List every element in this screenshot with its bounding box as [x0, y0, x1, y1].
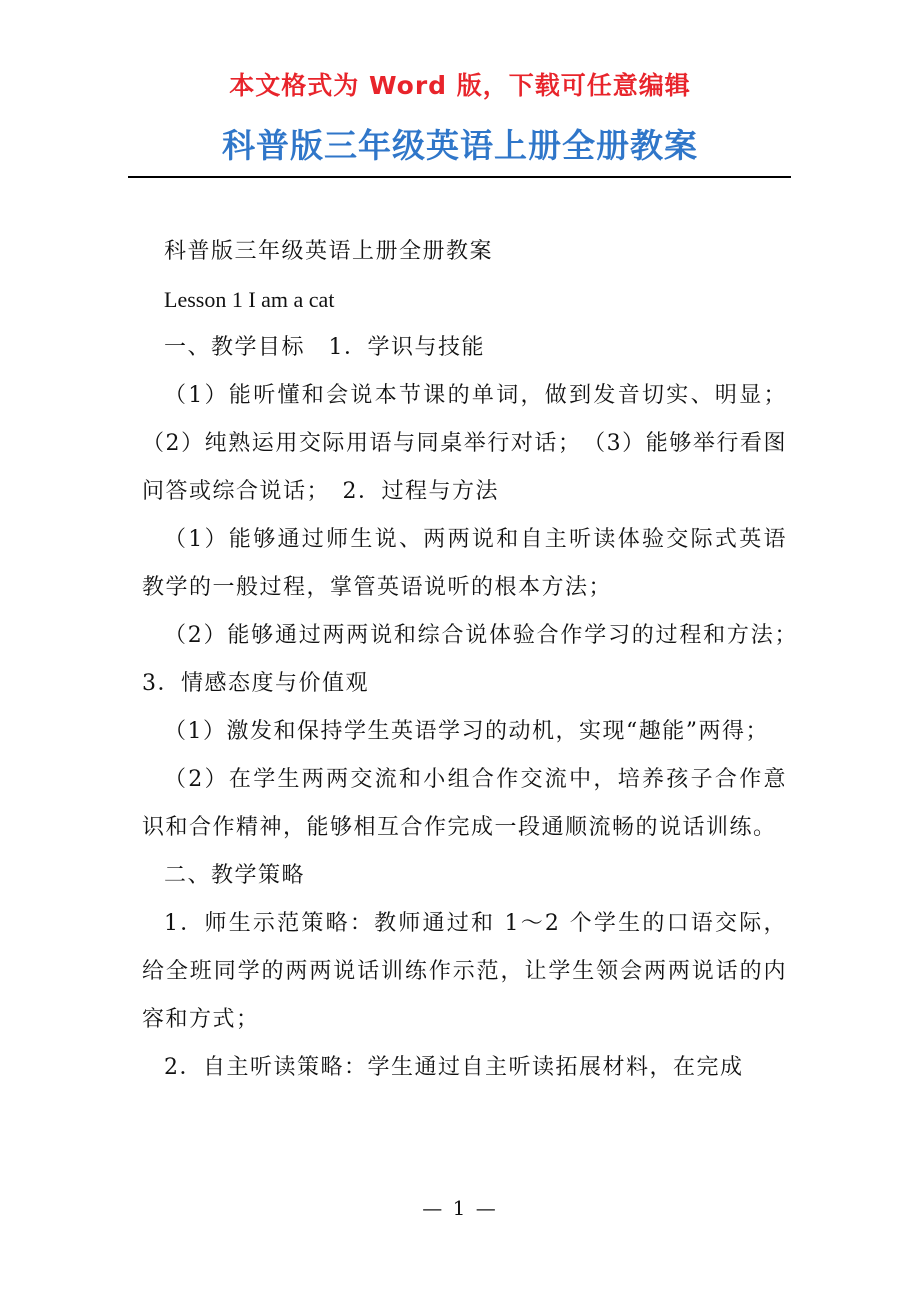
- document-body: [142, 228, 811, 1092]
- paragraph: （1）激发和保持学生英语学习的动机，实现“趣能”两得；: [164, 719, 769, 744]
- lesson-heading: Lesson 1 I am a cat: [164, 287, 335, 312]
- paragraph: （1）能听懂和会说本节课的单词，做到发音切实、明显；（2）纯熟运用交际用语与同桌举行对话； （3）能够举行看图问答或综合说话； 2．过程与方法: [142, 383, 787, 504]
- format-notice: 本文格式为 Word 版，下载可任意编辑: [229, 71, 691, 100]
- section-heading-strategies: 二、教学策略: [164, 863, 306, 888]
- paragraph: （2）能够通过两两说和综合说体验合作学习的过程和方法； 3．情感态度与价值观: [142, 623, 811, 696]
- paragraph: （1）能够通过师生说、两两说和自主听读体验交际式英语教学的一般过程，掌管英语说听的根本方法；: [142, 527, 787, 600]
- paragraph: 2．自主听读策略：学生通过自主听读拓展材料，在完成: [164, 1055, 744, 1080]
- body-title: 科普版三年级英语上册全册教案: [164, 239, 494, 264]
- document-title: 科普版三年级英语上册全册教案: [222, 126, 698, 165]
- paragraph: 1．师生示范策略：教师通过和 1～2 个学生的口语交际，给全班同学的两两说话训练作示范，让学生领会两两说话的内容和方式；: [142, 911, 787, 1032]
- header-divider: [128, 176, 791, 178]
- paragraph: （2）在学生两两交流和小组合作交流中，培养孩子合作意识和合作精神，能够相互合作完成一段通顺流畅的说话训练。: [142, 767, 787, 840]
- page-number: — 1 —: [422, 1196, 498, 1220]
- section-heading-objectives: 一、教学目标 1．学识与技能: [164, 335, 485, 360]
